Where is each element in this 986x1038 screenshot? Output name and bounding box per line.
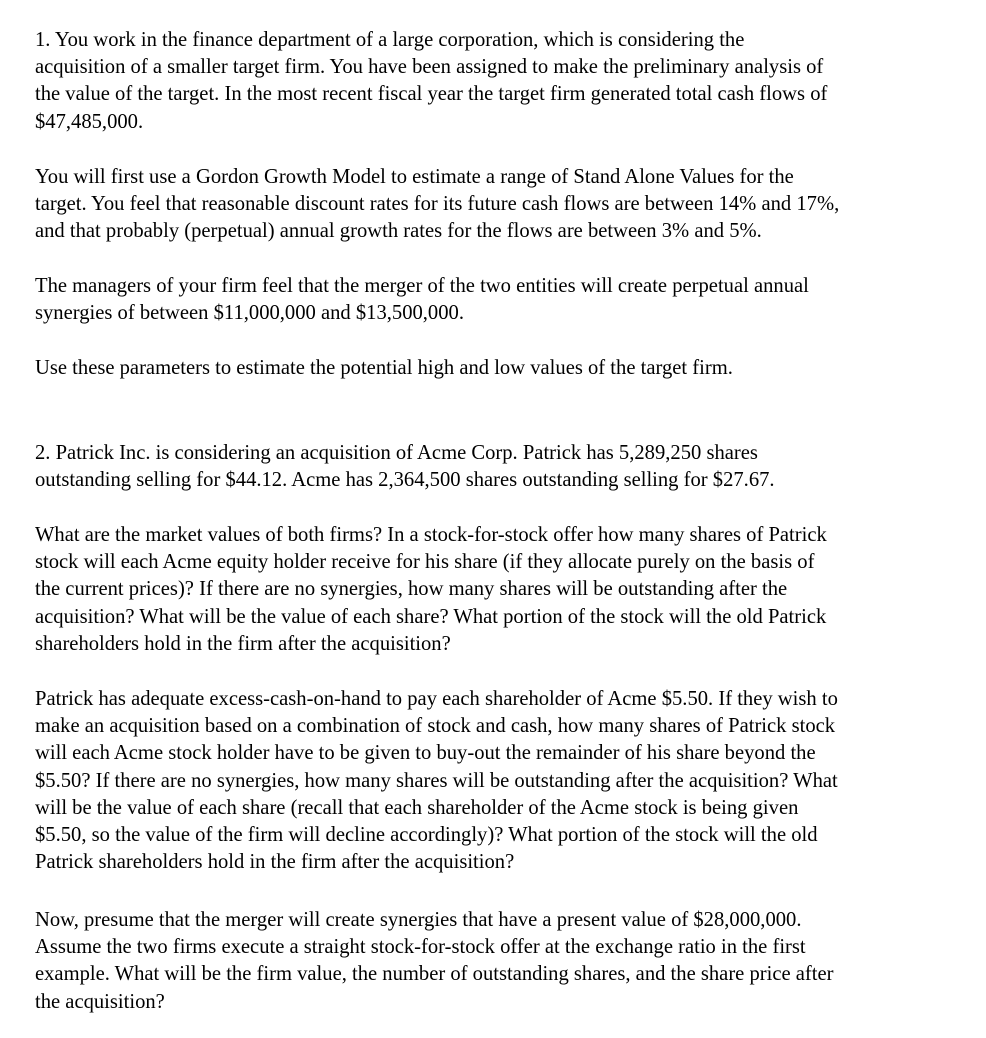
text-line: synergies of between $11,000,000 and $13,500,000. xyxy=(35,302,464,325)
text-line: $5.50? If there are no synergies, how many shares will be outstanding after the acquisition? What xyxy=(35,769,838,792)
text-line: target. You feel that reasonable discount rates for its future cash flows are between 14% and 17%, xyxy=(35,193,840,216)
text-line: What are the market values of both firms? In a stock-for-stock offer how many shares of Patrick xyxy=(35,524,827,546)
text-line: acquisition of a smaller target firm. You have been assigned to make the preliminary analysis of xyxy=(35,56,824,79)
text-line: 1. You work in the finance department of a large corporation, which is considering the xyxy=(35,29,745,51)
text-line: Patrick has adequate excess-cash-on-hand to pay each shareholder of Acme $5.50. If they wish to xyxy=(35,688,838,710)
paragraph-q1-synergies xyxy=(35,273,809,327)
text-line: Assume the two firms execute a straight stock-for-stock offer at the exchange ratio in the first xyxy=(35,936,806,959)
paragraph-q2-intro xyxy=(35,440,775,494)
paragraph-q1-task xyxy=(35,355,733,382)
text-line: Patrick shareholders hold in the firm after the acquisition? xyxy=(35,851,515,874)
text-line: will be the value of each share (recall that each shareholder of the Acme stock is being given xyxy=(35,796,799,819)
text-line: make an acquisition based on a combination of stock and cash, how many shares of Patrick stock xyxy=(35,715,836,738)
paragraph-q2-cash-stock xyxy=(35,686,838,876)
text-line: will each Acme stock holder have to be given to buy-out the remainder of his share beyond the xyxy=(35,742,816,765)
text-line: Use these parameters to estimate the potential high and low values of the target firm. xyxy=(35,357,733,379)
text-line: 2. Patrick Inc. is considering an acquisition of Acme Corp. Patrick has 5,289,250 shares xyxy=(35,442,758,464)
text-line: stock will each Acme equity holder receive for his share (if they allocate purely on the basis of xyxy=(35,551,815,574)
text-line: and that probably (perpetual) annual growth rates for the flows are between 3% and 5%. xyxy=(35,220,762,243)
text-line: the value of the target. In the most recent fiscal year the target firm generated total cash flows of xyxy=(35,83,828,106)
text-line: shareholders hold in the firm after the acquisition? xyxy=(35,632,451,655)
text-line: You will first use a Gordon Growth Model to estimate a range of Stand Alone Values for the xyxy=(35,166,794,188)
text-line: the acquisition? xyxy=(35,990,165,1013)
paragraph-q2-synergies xyxy=(35,907,834,1016)
text-line: outstanding selling for $44.12. Acme has 2,364,500 shares outstanding selling for $27.67. xyxy=(35,469,775,492)
text-line: the current prices)? If there are no synergies, how many shares will be outstanding after the xyxy=(35,578,788,601)
paragraph-q1-intro xyxy=(35,27,827,136)
text-line: Now, presume that the merger will create synergies that have a present value of $28,000,000. xyxy=(35,909,802,931)
paragraph-q2-stock-offer xyxy=(35,522,827,658)
text-line: acquisition? What will be the value of each share? What portion of the stock will the old Patrick xyxy=(35,605,827,628)
text-line: The managers of your firm feel that the merger of the two entities will create perpetual annual xyxy=(35,275,809,297)
text-line: example. What will be the firm value, the number of outstanding shares, and the share price after xyxy=(35,963,834,986)
paragraph-q1-gordon-growth xyxy=(35,164,839,246)
text-line: $47,485,000. xyxy=(35,110,144,133)
text-line: $5.50, so the value of the firm will decline accordingly)? What portion of the stock will the old xyxy=(35,824,818,847)
